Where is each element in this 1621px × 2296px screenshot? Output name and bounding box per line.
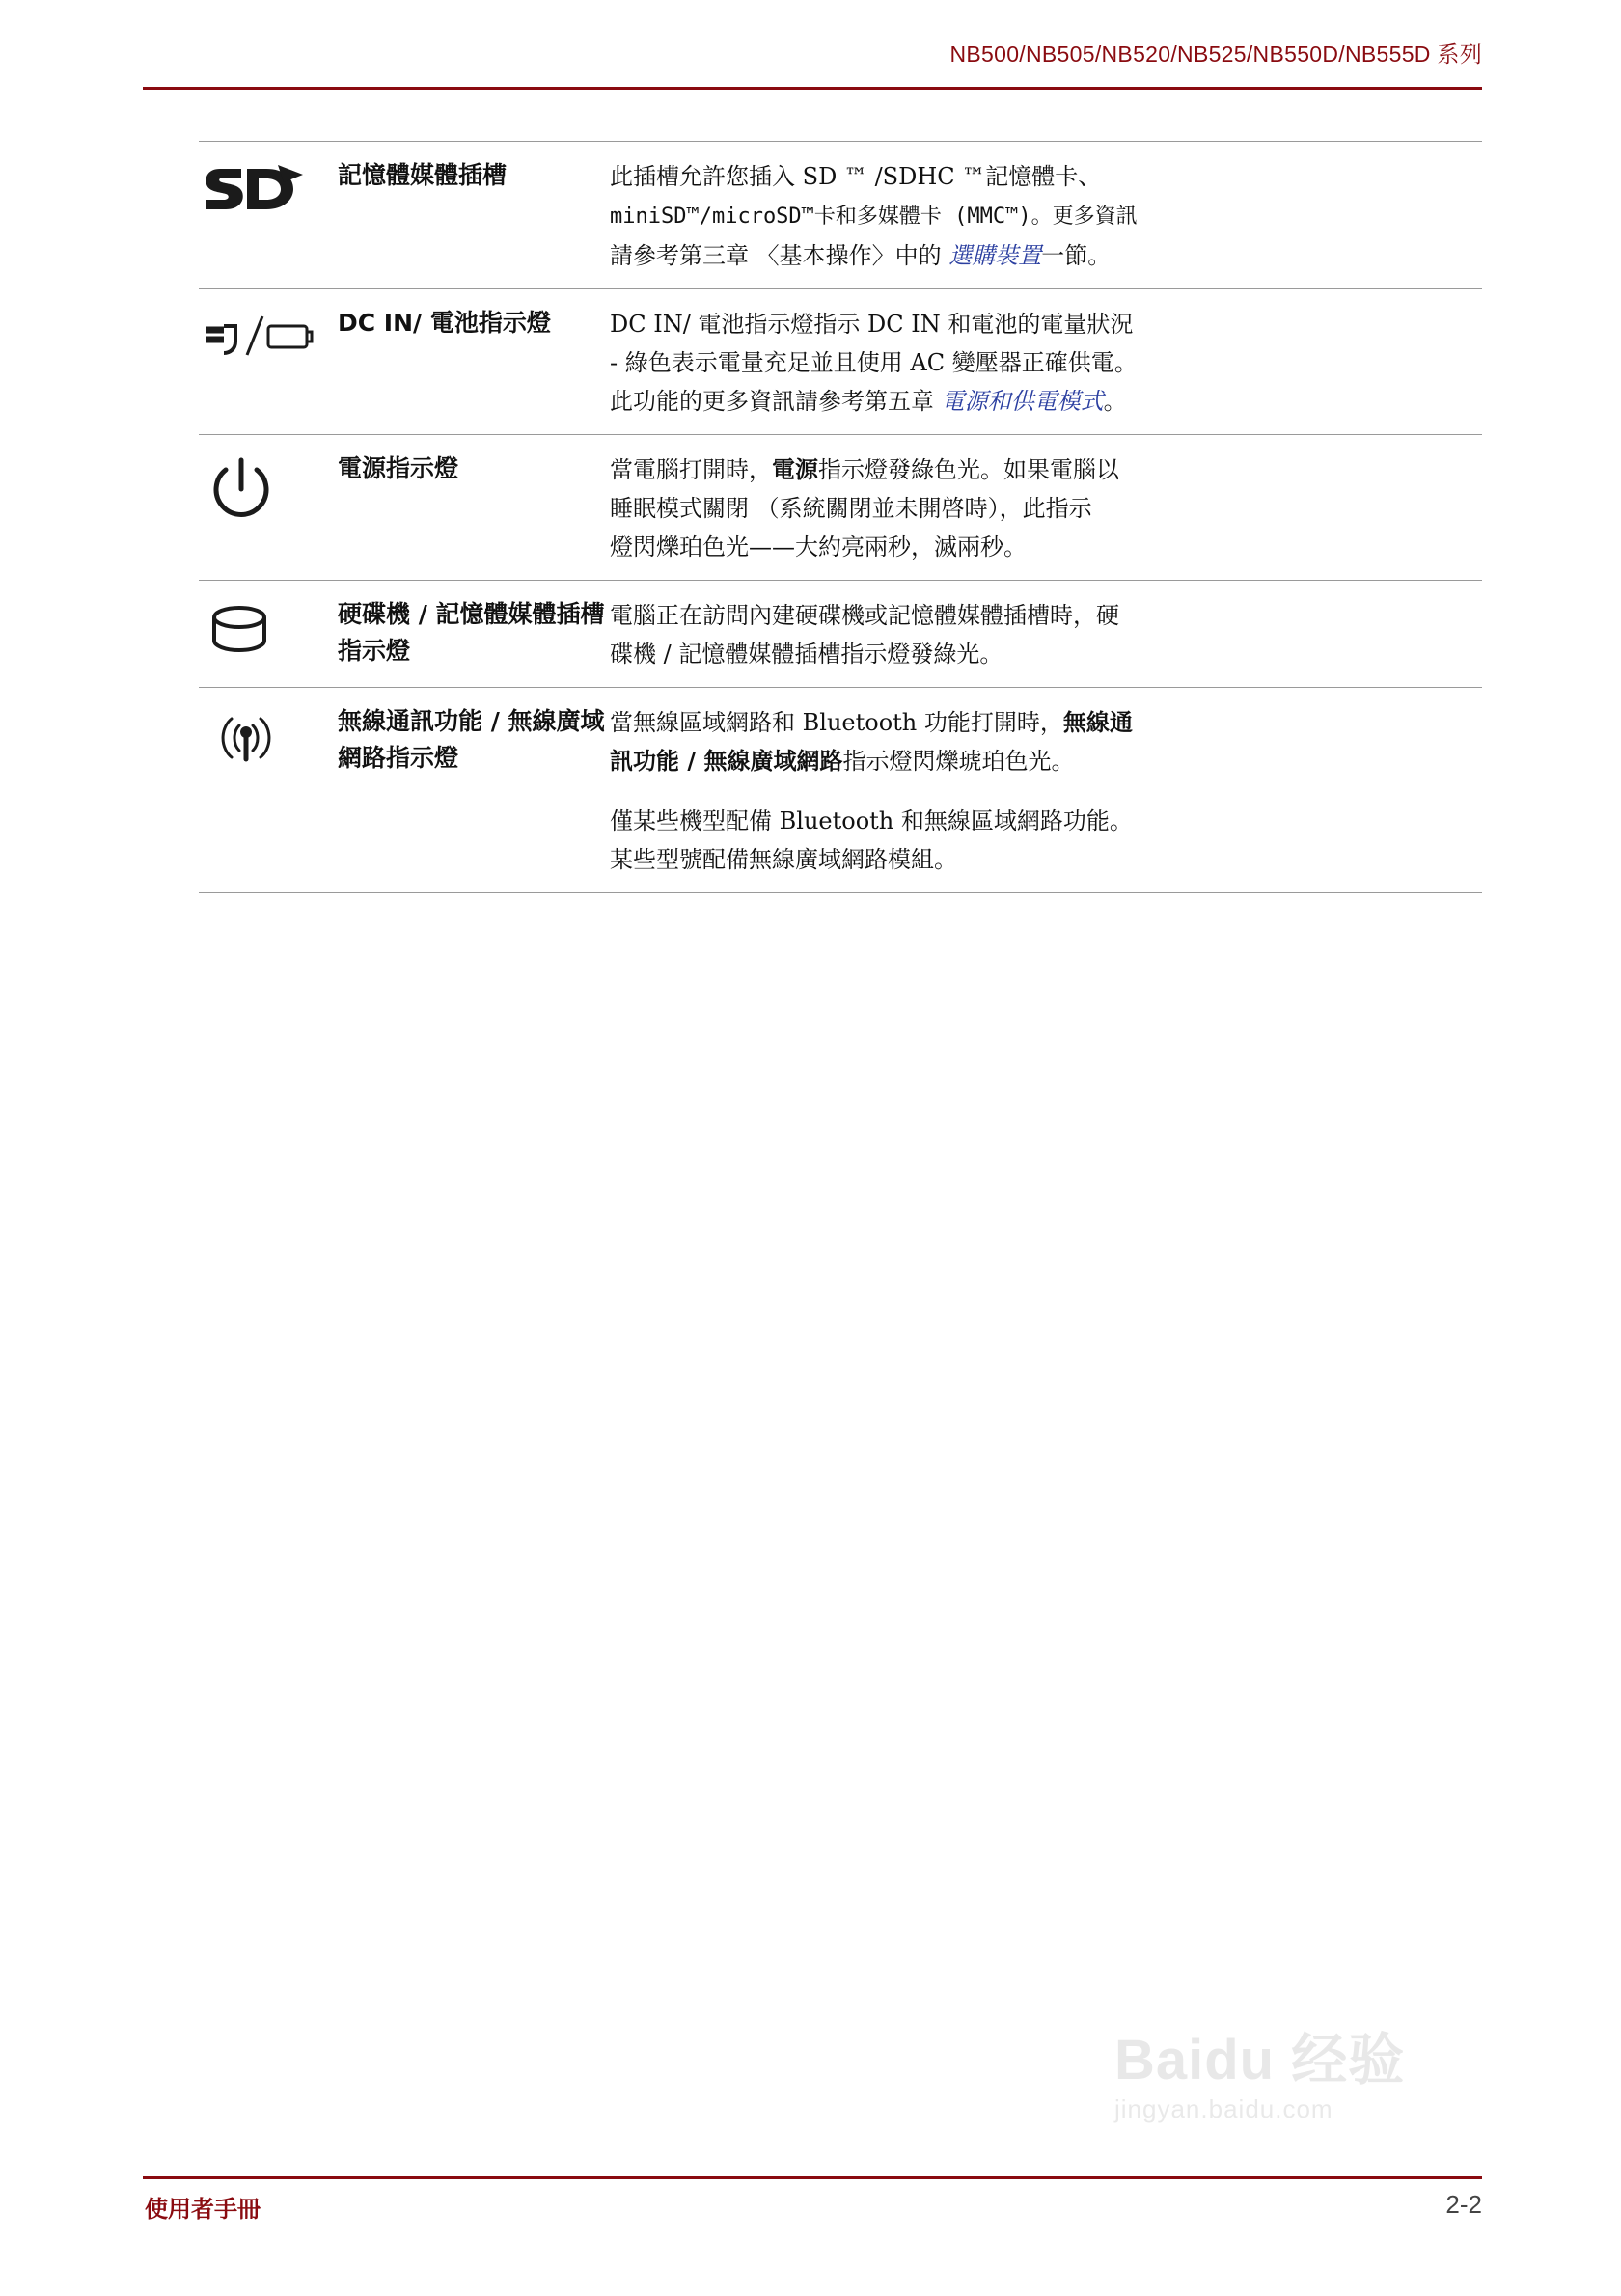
desc-line: 某些型號配備無線廣域網路模組。 [610,846,957,873]
row-icon-cell [199,303,338,372]
desc-line: 指示燈發綠色光。如果電腦以 [818,456,1119,483]
sd-card-icon-svg [203,161,309,215]
table-row [199,687,1482,893]
indicator-description [608,155,1482,275]
indicator-name: DC IN/ 電池指示燈 [338,309,551,337]
indicator-table [199,141,1482,893]
indicator-description [608,449,1482,566]
indicator-description [608,303,1482,421]
footer-divider [143,2176,1482,2179]
desc-emphasis: 訊功能 / 無線廣域網路 [610,747,843,775]
footer-document-title: 使用者手冊 [145,2197,261,2223]
wireless-icon-svg [203,707,289,775]
cross-reference-link[interactable]: 選購裝置 [948,242,1042,269]
table-row [199,141,1482,288]
desc-line: 指示燈閃爍琥珀色光。 [842,748,1075,775]
power-icon [203,454,309,518]
dc-in-battery-icon-svg [203,309,314,363]
desc-emphasis: 電源 [772,455,818,483]
indicator-name: 硬碟機 / 記憶體媒體插槽指示燈 [338,600,605,665]
desc-line: 當無線區域網路和 Bluetooth 功能打開時， [610,709,1063,736]
table-row [199,434,1482,580]
power-icon-svg [203,454,280,528]
desc-line: 燈閃爍珀色光——大約亮兩秒，滅兩秒。 [610,533,1027,560]
hard-disk-icon-svg [203,600,280,668]
row-icon-cell [199,155,338,225]
desc-line: 電腦正在訪問內建硬碟機或記憶體媒體插槽時，硬 [610,602,1119,629]
page-number: 2-2 [1445,2190,1482,2219]
dc-in-battery-icon [203,309,309,372]
desc-line: 此功能的更多資訊請參考第五章 [610,388,942,415]
desc-line: 。 [1103,388,1127,415]
desc-line: - 綠色表示電量充足並且使用 AC 變壓器正確供電。 [610,349,1138,376]
indicator-description [608,594,1482,673]
watermark-subtitle: jingyan.baidu.com [1114,2094,1333,2123]
desc-paragraph [610,802,1482,879]
indicator-name: 記憶體媒體插槽 [338,161,508,189]
wireless-icon [203,707,309,771]
cross-reference-link[interactable]: 電源和供電模式 [941,388,1104,415]
desc-line: miniSD™/microSD™卡和多媒體卡 (MMC™)。更多資訊 [610,205,1138,229]
row-icon-cell [199,449,338,518]
table-row [199,580,1482,687]
desc-emphasis: 無線通 [1062,708,1133,736]
row-icon-cell [199,701,338,771]
desc-line: 當電腦打開時， [610,456,772,483]
header-divider [143,87,1482,90]
indicator-description [608,701,1482,879]
baidu-watermark [1114,2031,1520,2156]
desc-line: 僅某些機型配備 Bluetooth 和無線區域網路功能。 [610,807,1133,834]
indicator-name: 電源指示燈 [338,454,459,482]
page-header-model-line: NB500/NB505/NB520/NB525/NB550D/NB555D 系列 [949,41,1482,67]
desc-line: 請參考第三章 〈基本操作〉中的 [610,242,949,269]
hard-disk-icon [203,600,309,664]
table-row [199,288,1482,434]
desc-line: 此插槽允許您插入 SD ™ /SDHC ™記憶體卡、 [610,163,1102,190]
watermark-title: Baidu 经验 [1114,2029,1406,2091]
desc-line: 碟機 / 記憶體媒體插槽指示燈發綠光。 [610,641,1003,668]
sd-card-icon [203,161,309,225]
desc-line: 睡眠模式關閉 （系統關閉並未開啓時），此指示 [610,495,1092,522]
indicator-name: 無線通訊功能 / 無線廣域網路指示燈 [338,707,605,772]
desc-paragraph [610,703,1482,780]
desc-line: 一節。 [1041,242,1112,269]
row-icon-cell [199,594,338,664]
desc-line: DC IN/ 電池指示燈指示 DC IN 和電池的電量狀況 [610,311,1134,338]
